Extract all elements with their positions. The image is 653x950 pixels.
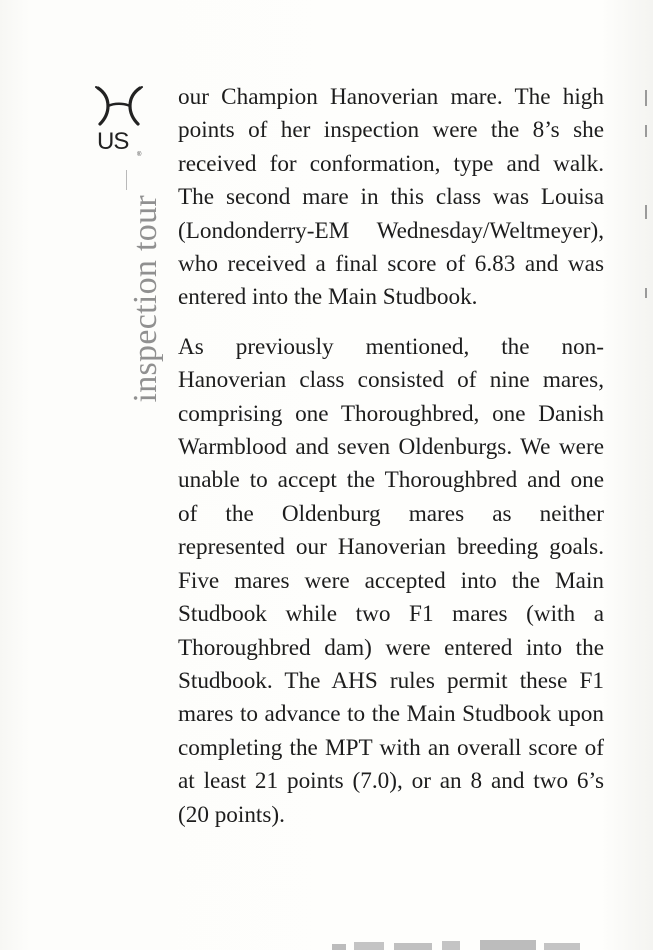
cropped-next-line	[330, 938, 610, 950]
ahs-logo	[92, 84, 148, 164]
section-divider	[126, 170, 127, 190]
logo-text: US	[97, 128, 129, 155]
article-paragraph-1: our Champion Hanoverian mare. The high points of her inspection were the 8’s she received for conformation, type and walk. The second mare in this class was Louisa (Londonderry-EM Wednesday/Weltmeyer), who received a final score of 6.83 and was entered into the Main Studbook.	[178, 84, 604, 311]
article-body	[178, 81, 604, 832]
section-label: inspection tour	[127, 195, 164, 403]
adjacent-page-edge	[641, 0, 653, 950]
horse-emblem-icon	[94, 84, 146, 128]
registered-mark: ®	[137, 152, 142, 158]
article-paragraph-2: As previously mentioned, the non-Hanoverian class consisted of nine mares, comprising one Thoroughbred, one Danish Warmblood and seven Oldenburgs. We were unable to accept the Thoroughbred and one of the Oldenburg mares as neither represented our Hanoverian breeding goals. Five mares were accepted into the Main Studbook while two F1 mares (with a Thoroughbred dam) were entered into the Studbook. The AHS rules permit these F1 mares to advance to the Main Studbook upon completing the MPT with an overall score of at least 21 points (7.0), or an 8 and two 6’s (20 points).	[178, 333, 604, 828]
